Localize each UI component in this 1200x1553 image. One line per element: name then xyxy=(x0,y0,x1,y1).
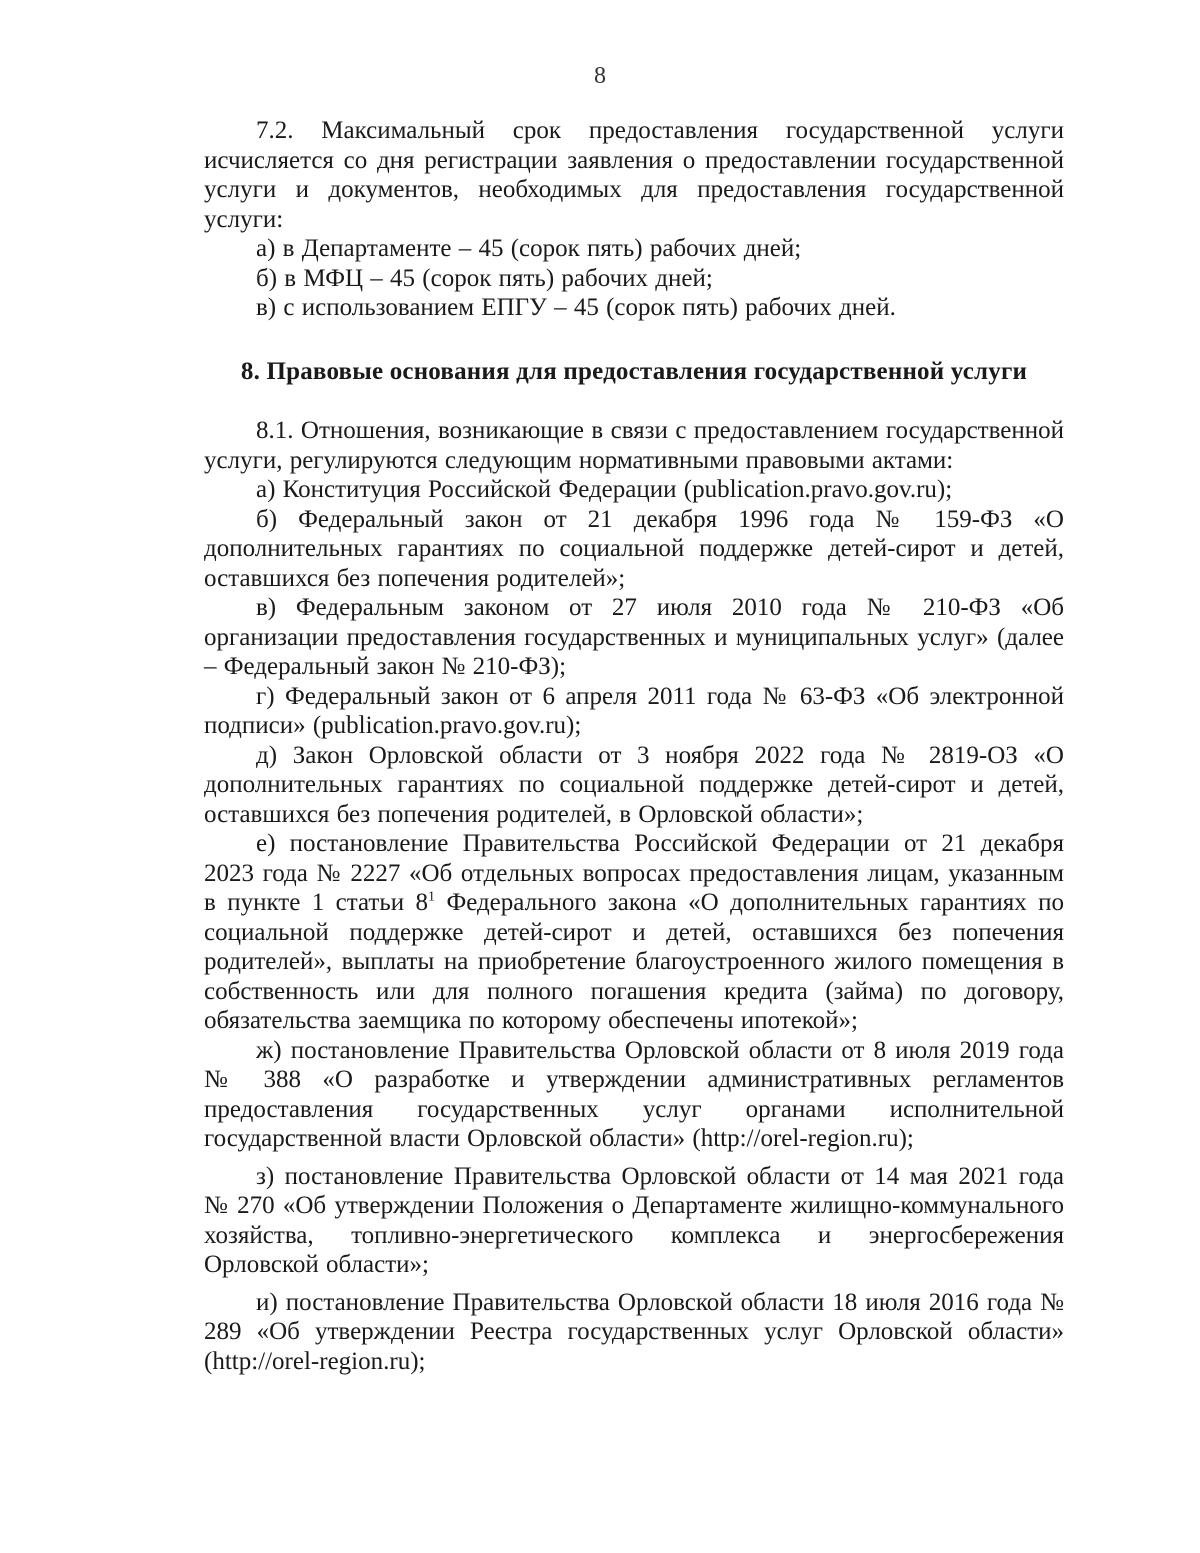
superscript-marker: 1 xyxy=(428,889,436,905)
list-item-7-v: в) с использованием ЕПГУ – 45 (сорок пять) рабочих дней. xyxy=(256,294,896,321)
list-item-8-e-text-start: е) постановление Правительства Российской Федерации от 21 декабря 2023 года № 2227 «Об отдельных вопросах предоставления лицам, указанным в пункте 1 статьи 8 xyxy=(204,830,1064,916)
list-item-8-i: и) постановление Правительства Орловской области 18 июля 2016 года № 289 «Об утверждении Реестра государственных услуг Орловской области» (http://orel-region.ru); xyxy=(204,1288,1064,1375)
list-item-8-z: з) постановление Правительства Орловской области от 14 мая 2021 года № 270 «Об утверждении Положения о Департаменте жилищно-коммунального хозяйства, топливно-энергетического комплекса и энергосбережения Орловской области»; xyxy=(204,1162,1064,1278)
list-item-8-b: б) Федеральный закон от 21 декабря 1996 года № 159-ФЗ «О дополнительных гарантиях по социальной поддержке детей-сирот и детей, оставшихся без попечения родителей»; xyxy=(204,505,1064,592)
spacer xyxy=(204,1280,1064,1288)
list-item-7-a: а) в Департаменте – 45 (сорок пять) рабочих дней; xyxy=(256,235,802,262)
list-item-8-d: д) Закон Орловской области от 3 ноября 2022 года № 2819-ОЗ «О дополнительных гарантиях по социальной поддержке детей-сирот и детей, оставшихся без попечения родителей, в Орловской области»; xyxy=(204,741,1064,828)
document-body xyxy=(204,116,1064,1376)
spacer xyxy=(204,1154,1064,1162)
page-number: 8 xyxy=(594,63,606,89)
list-item-8-v: в) Федеральным законом от 27 июля 2010 года № 210-ФЗ «Об организации предоставления государственных и муниципальных услуг» (далее – Федеральный закон № 210-ФЗ); xyxy=(204,594,1064,680)
list-item-7-b: б) в МФЦ – 45 (сорок пять) рабочих дней; xyxy=(256,264,713,292)
list-item-8-a: а) Конституция Российской Федерации (publication.pravo.gov.ru); xyxy=(256,476,953,503)
list-item-8-zh: ж) постановление Правительства Орловской области от 8 июля 2019 года № 388 «О разработке и утверждении административных регламентов предоставления государственных услуг органами исполнительной государственной власти Орловской области» (http://orel-region.ru); xyxy=(204,1036,1064,1152)
list-item-8-g: г) Федеральный закон от 6 апреля 2011 года № 63-ФЗ «Об электронной подписи» (publication.pravo.gov.ru); xyxy=(204,682,1064,739)
list-item-8-e xyxy=(204,829,1064,1036)
section-8-heading: 8. Правовые основания для предоставления государственной услуги xyxy=(240,357,1028,385)
list-item-8-e-text-end: Федерального закона «О дополнительных гарантиях по социальной поддержке детей-сирот и детей, оставшихся без попечения родителей», выплаты на приобретение благоустроенного жилого помещения в собственность или для полного погашения кредита (займа) по договору, обязательства заемщика по которому обеспечены ипотекой»; xyxy=(204,889,1064,1034)
paragraph-7-2: 7.2. Максимальный срок предоставления государственной услуги исчисляется со дня регистрации заявления о предоставлении государственной услуги и документов, необходимых для предоставления государственной услуги: xyxy=(204,117,1064,233)
paragraph-8-1: 8.1. Отношения, возникающие в связи с предоставлением государственной услуги, регулируются следующим нормативными правовыми актами: xyxy=(204,417,1064,474)
